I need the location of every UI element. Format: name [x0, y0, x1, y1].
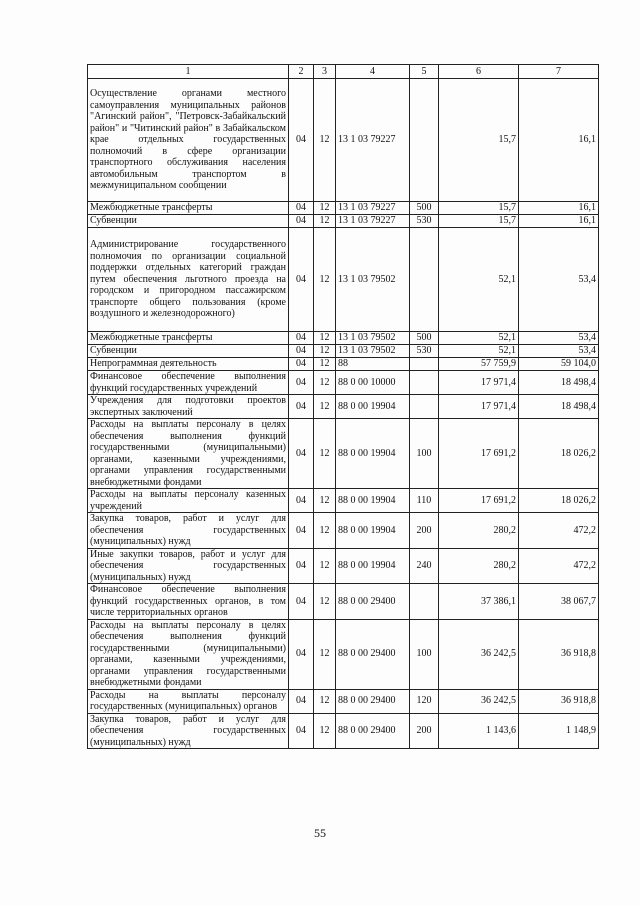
subsection-code: 12 [314, 215, 336, 228]
table-body [88, 79, 599, 749]
table-row [88, 358, 599, 371]
target-article-code: 13 1 03 79502 [336, 332, 410, 345]
section-code: 04 [289, 79, 314, 202]
subsection-code: 12 [314, 395, 336, 419]
section-code: 04 [289, 489, 314, 513]
expense-type-code [410, 228, 439, 332]
section-code: 04 [289, 395, 314, 419]
subsection-code: 12 [314, 228, 336, 332]
table-row [88, 489, 599, 513]
section-code: 04 [289, 358, 314, 371]
amount-year-2: 1 148,9 [519, 713, 599, 749]
amount-year-1: 1 143,6 [439, 713, 519, 749]
page-number: 55 [314, 826, 326, 840]
amount-year-1: 15,7 [439, 79, 519, 202]
amount-year-1: 17 691,2 [439, 489, 519, 513]
expense-type-code: 500 [410, 332, 439, 345]
amount-year-2: 472,2 [519, 548, 599, 584]
budget-table [87, 64, 599, 749]
subsection-code: 12 [314, 332, 336, 345]
amount-year-2: 18 498,4 [519, 371, 599, 395]
expense-type-code: 530 [410, 345, 439, 358]
target-article-code: 88 0 00 19904 [336, 395, 410, 419]
target-article-code: 13 1 03 79502 [336, 228, 410, 332]
target-article-code: 88 0 00 29400 [336, 619, 410, 689]
budget-item-name: Иные закупки товаров, работ и услуг для обеспечения государственных (муниципальных) нужд [88, 548, 289, 584]
section-code: 04 [289, 202, 314, 215]
subsection-code: 12 [314, 489, 336, 513]
table-row [88, 395, 599, 419]
expense-type-code: 100 [410, 619, 439, 689]
budget-item-name: Межбюджетные трансферты [88, 202, 289, 215]
expense-type-code [410, 79, 439, 202]
amount-year-1: 52,1 [439, 228, 519, 332]
target-article-code: 88 0 00 19904 [336, 513, 410, 549]
section-code: 04 [289, 371, 314, 395]
table-row [88, 713, 599, 749]
target-article-code: 88 0 00 19904 [336, 548, 410, 584]
budget-item-name: Расходы на выплаты персоналу в целях обеспечения выполнения функций государственными (муниципальными) органами, казенными учреждениями, органами управления государственными внебюджетными фондами [88, 419, 289, 489]
subsection-code: 12 [314, 345, 336, 358]
amount-year-1: 280,2 [439, 548, 519, 584]
table-row [88, 332, 599, 345]
expense-type-code: 110 [410, 489, 439, 513]
budget-item-name: Расходы на выплаты персоналу казенных учреждений [88, 489, 289, 513]
budget-item-name: Администрирование государственного полномочия по организации социальной поддержки отдельных категорий граждан путем обеспечения льготного проезда на городском и пригородном пассажирском транспорте общего пользования (кроме воздушного и железнодорожного) [88, 228, 289, 332]
expense-type-code: 120 [410, 689, 439, 713]
table-row [88, 228, 599, 332]
budget-item-name: Закупка товаров, работ и услуг для обеспечения государственных (муниципальных) нужд [88, 513, 289, 549]
budget-item-name: Межбюджетные трансферты [88, 332, 289, 345]
section-code: 04 [289, 584, 314, 620]
amount-year-1: 17 691,2 [439, 419, 519, 489]
target-article-code: 13 1 03 79227 [336, 79, 410, 202]
target-article-code: 13 1 03 79227 [336, 215, 410, 228]
section-code: 04 [289, 548, 314, 584]
table-header [88, 65, 599, 79]
target-article-code: 88 0 00 29400 [336, 689, 410, 713]
subsection-code: 12 [314, 358, 336, 371]
amount-year-2: 16,1 [519, 79, 599, 202]
header-cell: 7 [519, 65, 599, 79]
section-code: 04 [289, 332, 314, 345]
budget-item-name: Осуществление органами местного самоуправления муниципальных районов "Агинский район", "Петровск-Забайкальский район" и "Читинский район" в Забайкальском крае отдельных государственных полномочий в сфере организации транспортного обслуживания населения автомобильным транспортом в межмуниципальном сообщении [88, 79, 289, 202]
section-code: 04 [289, 228, 314, 332]
header-cell: 1 [88, 65, 289, 79]
subsection-code: 12 [314, 713, 336, 749]
header-cell: 5 [410, 65, 439, 79]
table-row [88, 548, 599, 584]
amount-year-2: 53,4 [519, 332, 599, 345]
header-cell: 3 [314, 65, 336, 79]
section-code: 04 [289, 215, 314, 228]
target-article-code: 88 0 00 29400 [336, 713, 410, 749]
target-article-code: 88 0 00 29400 [336, 584, 410, 620]
amount-year-1: 17 971,4 [439, 371, 519, 395]
amount-year-1: 15,7 [439, 202, 519, 215]
target-article-code: 88 0 00 10000 [336, 371, 410, 395]
table-row [88, 513, 599, 549]
subsection-code: 12 [314, 419, 336, 489]
header-cell: 6 [439, 65, 519, 79]
amount-year-1: 36 242,5 [439, 619, 519, 689]
subsection-code: 12 [314, 584, 336, 620]
amount-year-2: 36 918,8 [519, 619, 599, 689]
expense-type-code: 530 [410, 215, 439, 228]
section-code: 04 [289, 345, 314, 358]
amount-year-1: 52,1 [439, 332, 519, 345]
budget-item-name: Субвенции [88, 215, 289, 228]
budget-item-name: Непрограммная деятельность [88, 358, 289, 371]
table-row [88, 419, 599, 489]
subsection-code: 12 [314, 689, 336, 713]
table-row [88, 215, 599, 228]
budget-item-name: Расходы на выплаты персоналу в целях обеспечения выполнения функций государственными (муниципальными) органами, казенными учреждениями, органами управления государственными внебюджетными фондами [88, 619, 289, 689]
expense-type-code [410, 371, 439, 395]
amount-year-1: 36 242,5 [439, 689, 519, 713]
header-row [88, 65, 599, 79]
subsection-code: 12 [314, 371, 336, 395]
amount-year-2: 472,2 [519, 513, 599, 549]
expense-type-code: 200 [410, 713, 439, 749]
amount-year-1: 280,2 [439, 513, 519, 549]
expense-type-code [410, 584, 439, 620]
subsection-code: 12 [314, 513, 336, 549]
expense-type-code: 100 [410, 419, 439, 489]
amount-year-1: 17 971,4 [439, 395, 519, 419]
subsection-code: 12 [314, 79, 336, 202]
amount-year-1: 15,7 [439, 215, 519, 228]
budget-item-name: Учреждения для подготовки проектов экспертных заключений [88, 395, 289, 419]
table-row [88, 619, 599, 689]
amount-year-2: 18 498,4 [519, 395, 599, 419]
budget-item-name: Закупка товаров, работ и услуг для обеспечения государственных (муниципальных) нужд [88, 713, 289, 749]
table-row [88, 79, 599, 202]
amount-year-2: 59 104,0 [519, 358, 599, 371]
section-code: 04 [289, 689, 314, 713]
table-row [88, 202, 599, 215]
section-code: 04 [289, 513, 314, 549]
amount-year-2: 38 067,7 [519, 584, 599, 620]
budget-item-name: Расходы на выплаты персоналу государственных (муниципальных) органов [88, 689, 289, 713]
amount-year-2: 53,4 [519, 345, 599, 358]
amount-year-2: 18 026,2 [519, 419, 599, 489]
target-article-code: 88 0 00 19904 [336, 419, 410, 489]
budget-item-name: Субвенции [88, 345, 289, 358]
header-cell: 4 [336, 65, 410, 79]
amount-year-2: 16,1 [519, 202, 599, 215]
table-row [88, 584, 599, 620]
target-article-code: 88 [336, 358, 410, 371]
header-cell: 2 [289, 65, 314, 79]
expense-type-code [410, 395, 439, 419]
expense-type-code: 240 [410, 548, 439, 584]
target-article-code: 13 1 03 79502 [336, 345, 410, 358]
subsection-code: 12 [314, 619, 336, 689]
amount-year-2: 18 026,2 [519, 489, 599, 513]
budget-item-name: Финансовое обеспечение выполнения функций государственных органов, в том числе территориальных органов [88, 584, 289, 620]
expense-type-code: 200 [410, 513, 439, 549]
subsection-code: 12 [314, 202, 336, 215]
table-row [88, 371, 599, 395]
amount-year-1: 52,1 [439, 345, 519, 358]
section-code: 04 [289, 619, 314, 689]
expense-type-code: 500 [410, 202, 439, 215]
section-code: 04 [289, 713, 314, 749]
target-article-code: 88 0 00 19904 [336, 489, 410, 513]
amount-year-2: 36 918,8 [519, 689, 599, 713]
target-article-code: 13 1 03 79227 [336, 202, 410, 215]
subsection-code: 12 [314, 548, 336, 584]
table-row [88, 345, 599, 358]
amount-year-2: 16,1 [519, 215, 599, 228]
section-code: 04 [289, 419, 314, 489]
amount-year-1: 57 759,9 [439, 358, 519, 371]
expense-type-code [410, 358, 439, 371]
amount-year-1: 37 386,1 [439, 584, 519, 620]
budget-item-name: Финансовое обеспечение выполнения функций государственных учреждений [88, 371, 289, 395]
amount-year-2: 53,4 [519, 228, 599, 332]
table-row [88, 689, 599, 713]
